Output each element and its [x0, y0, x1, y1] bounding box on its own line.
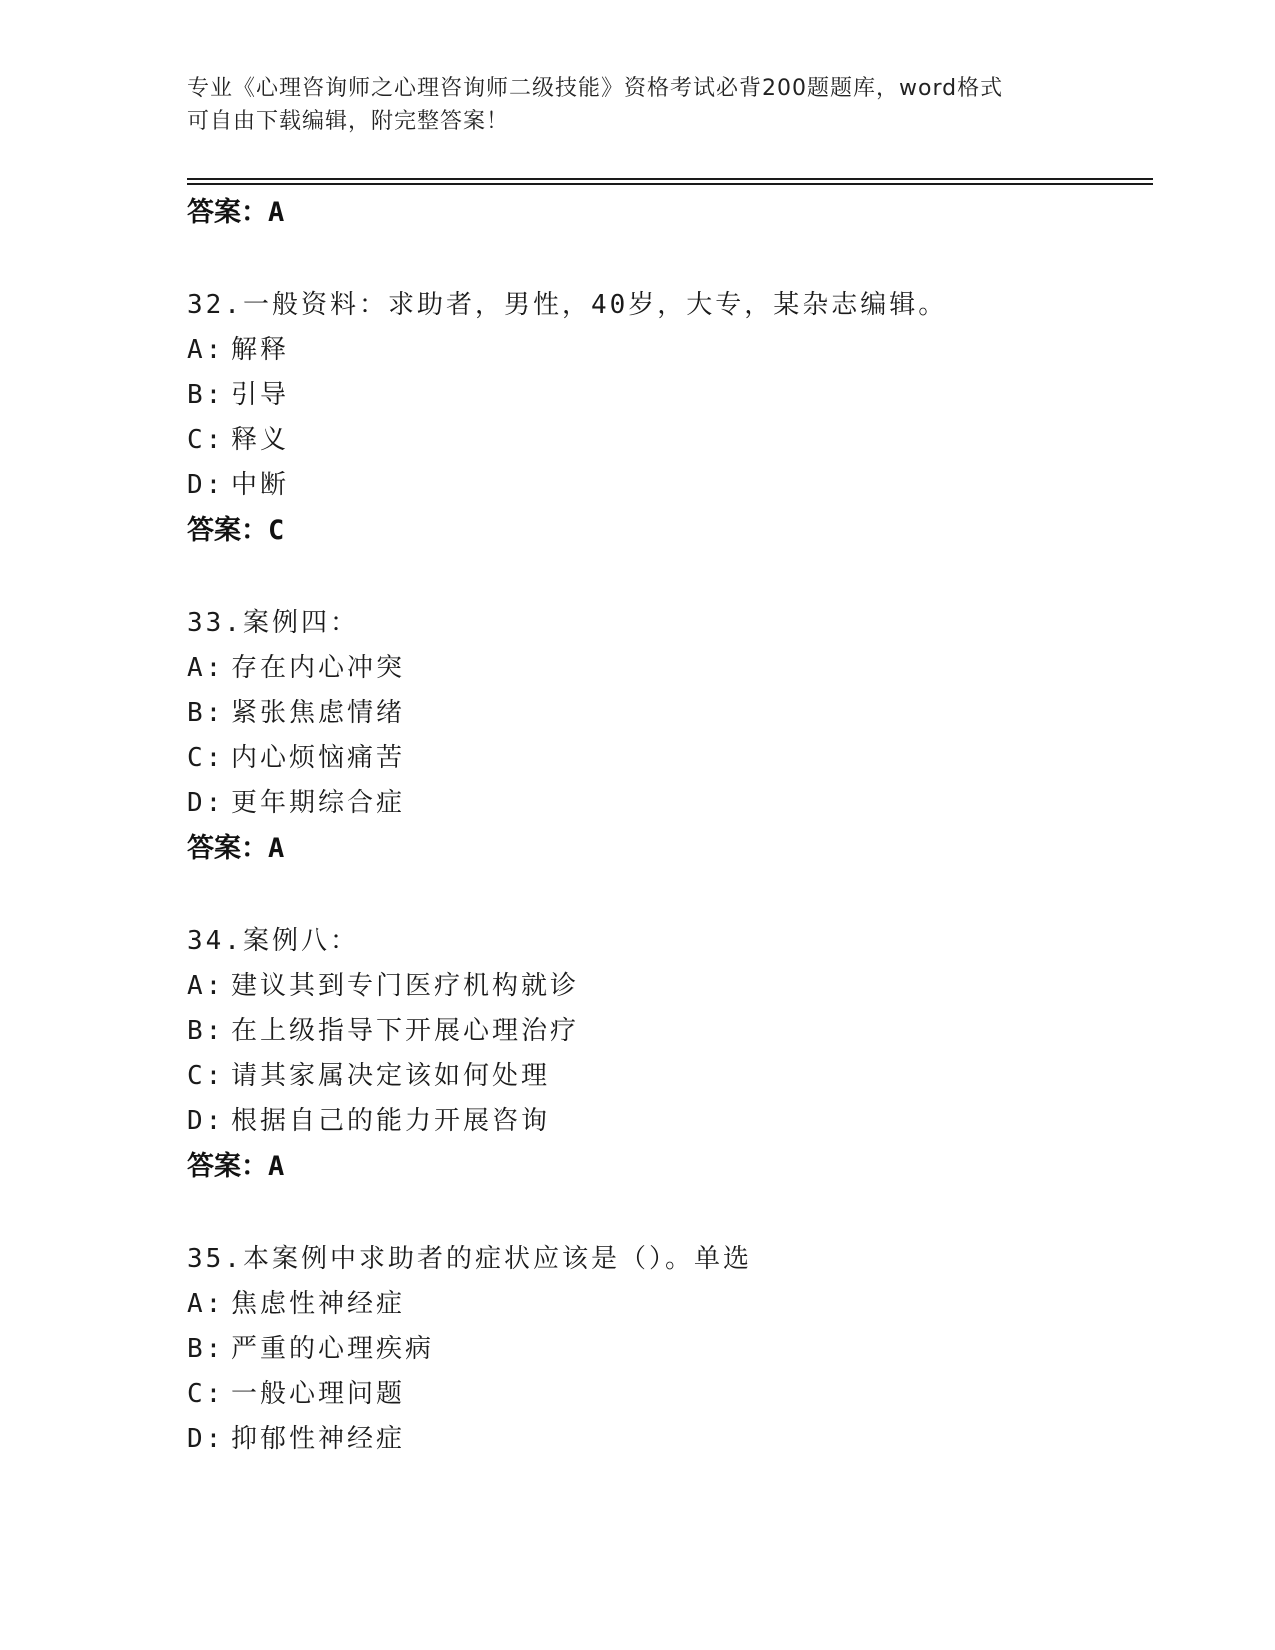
option-text: 解释	[231, 335, 290, 365]
option-text: 释义	[231, 425, 290, 455]
option-text: 存在内心冲突	[231, 653, 406, 683]
option-key: C:	[187, 425, 225, 455]
option-key: A:	[187, 1289, 225, 1319]
option-text: 抑郁性神经症	[231, 1424, 406, 1454]
question-gap	[187, 1189, 1147, 1237]
question-gap	[187, 871, 1147, 919]
answer-option	[187, 691, 1147, 736]
question-stem: 35.本案例中求助者的症状应该是（）。单选	[187, 1244, 752, 1274]
option-key: C:	[187, 1379, 225, 1409]
document-header	[187, 72, 1067, 138]
answer-option	[187, 1372, 1147, 1417]
question-stem: 34.案例八：	[187, 926, 359, 956]
question-stem: 32.一般资料：求助者，男性，40岁，大专，某杂志编辑。	[187, 290, 948, 320]
option-key: D:	[187, 788, 225, 818]
option-text: 焦虑性神经症	[231, 1289, 406, 1319]
header-line-1: 专业《心理咨询师之心理咨询师二级技能》资格考试必背200题题库，word格式	[187, 76, 1004, 101]
question-gap	[187, 553, 1147, 601]
option-key: B:	[187, 1016, 225, 1046]
option-text: 紧张焦虑情绪	[231, 698, 406, 728]
option-key: B:	[187, 380, 225, 410]
answer-option	[187, 1099, 1147, 1144]
option-key: C:	[187, 1061, 225, 1091]
option-text: 内心烦恼痛苦	[231, 743, 406, 773]
option-text: 根据自己的能力开展咨询	[231, 1106, 551, 1136]
answer-option	[187, 964, 1147, 1009]
option-key: A:	[187, 335, 225, 365]
answer-option	[187, 1327, 1147, 1372]
answer-line: 答案：A	[187, 197, 285, 228]
answer-line: 答案：A	[187, 833, 285, 864]
answer-option	[187, 736, 1147, 781]
answer-line: 答案：A	[187, 1151, 285, 1182]
answer-option	[187, 373, 1147, 418]
option-text: 一般心理问题	[231, 1379, 406, 1409]
option-key: C:	[187, 743, 225, 773]
option-key: B:	[187, 1334, 225, 1364]
option-key: D:	[187, 470, 225, 500]
header-divider-top	[187, 178, 1153, 180]
option-key: A:	[187, 971, 225, 1001]
answer-option	[187, 1417, 1147, 1462]
option-text: 在上级指导下开展心理治疗	[231, 1016, 580, 1046]
answer-option	[187, 328, 1147, 373]
answer-option	[187, 463, 1147, 508]
option-key: B:	[187, 698, 225, 728]
option-text: 请其家属决定该如何处理	[231, 1061, 551, 1091]
header-divider-bottom	[187, 183, 1153, 185]
answer-option	[187, 781, 1147, 826]
answer-option	[187, 646, 1147, 691]
answer-line: 答案：C	[187, 515, 285, 546]
answer-option	[187, 418, 1147, 463]
option-text: 中断	[231, 470, 290, 500]
option-text: 引导	[231, 380, 290, 410]
answer-option	[187, 1009, 1147, 1054]
option-key: A:	[187, 653, 225, 683]
question-stem: 33.案例四：	[187, 608, 359, 638]
question-list	[187, 190, 1147, 1462]
option-key: D:	[187, 1106, 225, 1136]
option-key: D:	[187, 1424, 225, 1454]
header-line-2: 可自由下载编辑，附完整答案！	[187, 109, 510, 134]
option-text: 严重的心理疾病	[231, 1334, 435, 1364]
answer-option	[187, 1282, 1147, 1327]
option-text: 更年期综合症	[231, 788, 406, 818]
option-text: 建议其到专门医疗机构就诊	[231, 971, 580, 1001]
answer-option	[187, 1054, 1147, 1099]
question-gap	[187, 235, 1147, 283]
